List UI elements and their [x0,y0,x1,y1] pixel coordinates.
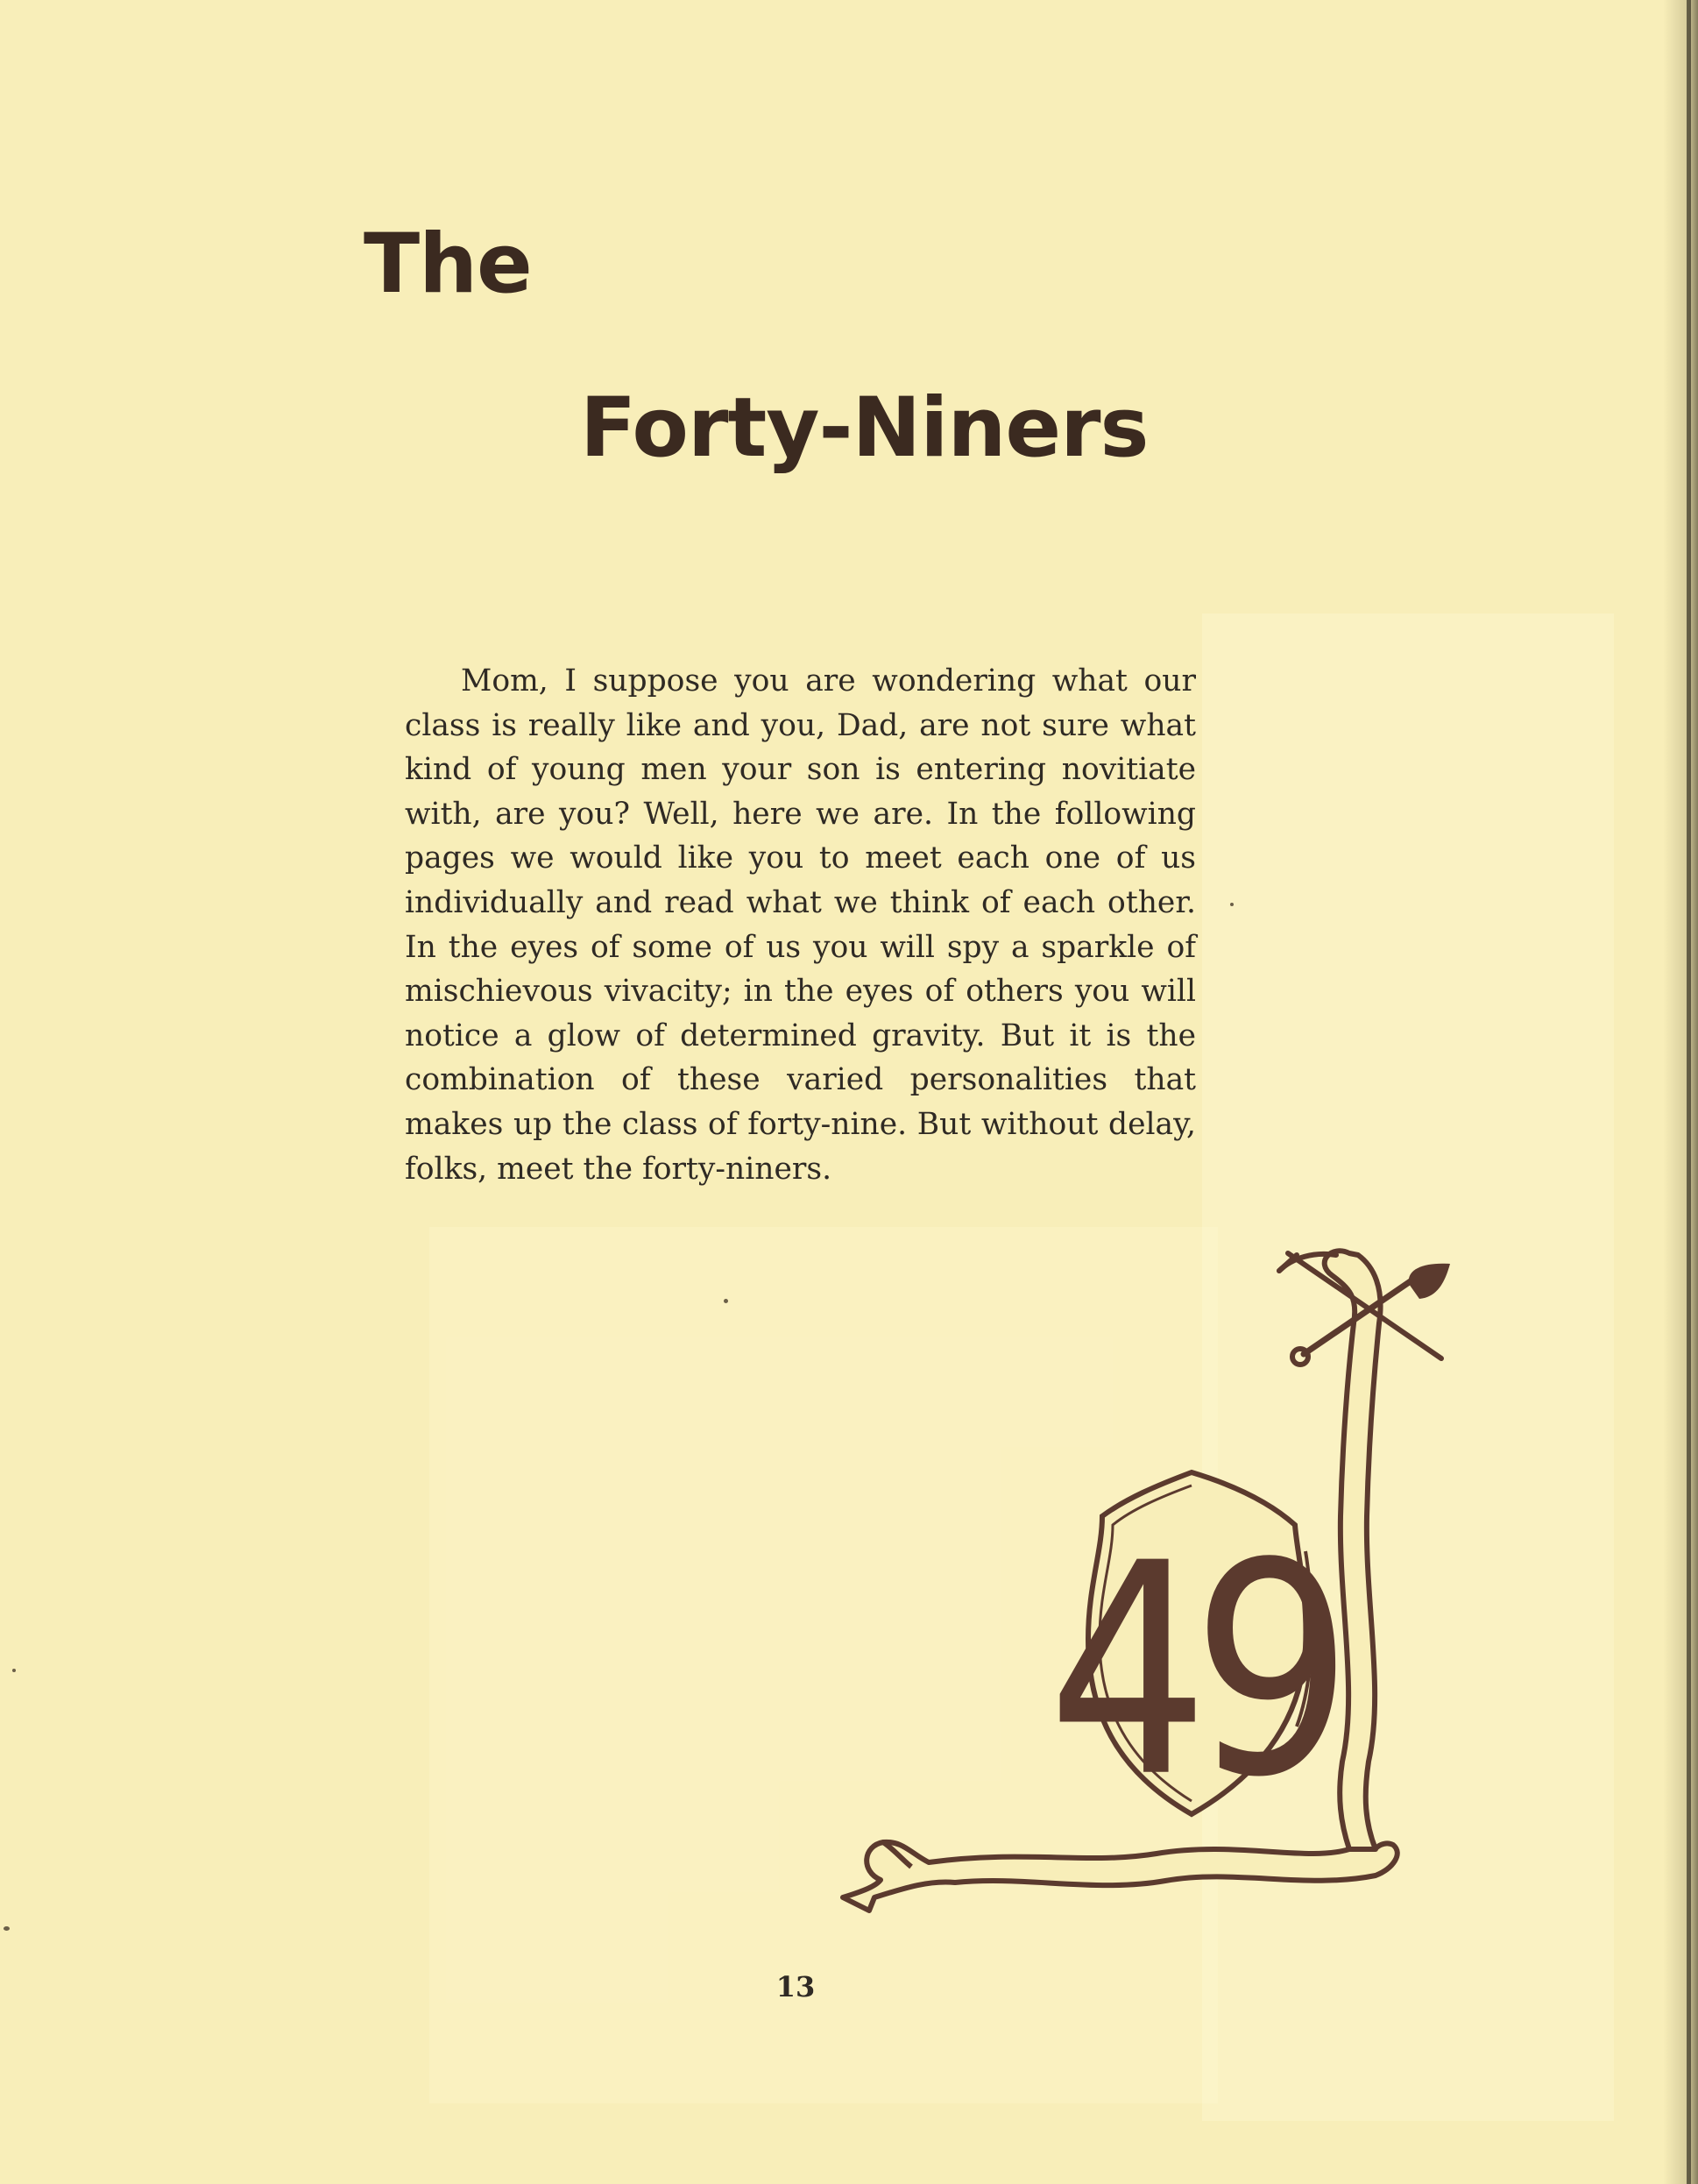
body-paragraph: Mom, I suppose you are wondering what our class is really like and you, Dad, are not sure what kind of young men your son is entering novitiate with, are you? Well, here we are. In the following pages we would like you to meet each one of us individually and read what we think of each other. In the eyes of some of us you will spy a sparkle of mischievous vivacity; in the eyes of others you will notice a glow of determined gravity. But it is the combination of these varied personalities that makes up the class of forty-nine. But without delay, folks, meet the forty-niners. [405,663,1196,1187]
emblem-number: 49 [1047,1500,1336,1841]
page-title-line-1: The [364,216,532,312]
paper-speck [724,1299,728,1303]
class-emblem [780,1236,1463,1919]
page-edge-line [1687,0,1691,2184]
paper-speck [4,1926,10,1931]
page-number: 13 [775,1970,816,2003]
page-edge-shadow [1663,0,1698,2184]
paper-speck [12,1669,16,1672]
page-title-line-2: Forty-Niners [580,380,1149,476]
paper-speck [1230,903,1234,906]
